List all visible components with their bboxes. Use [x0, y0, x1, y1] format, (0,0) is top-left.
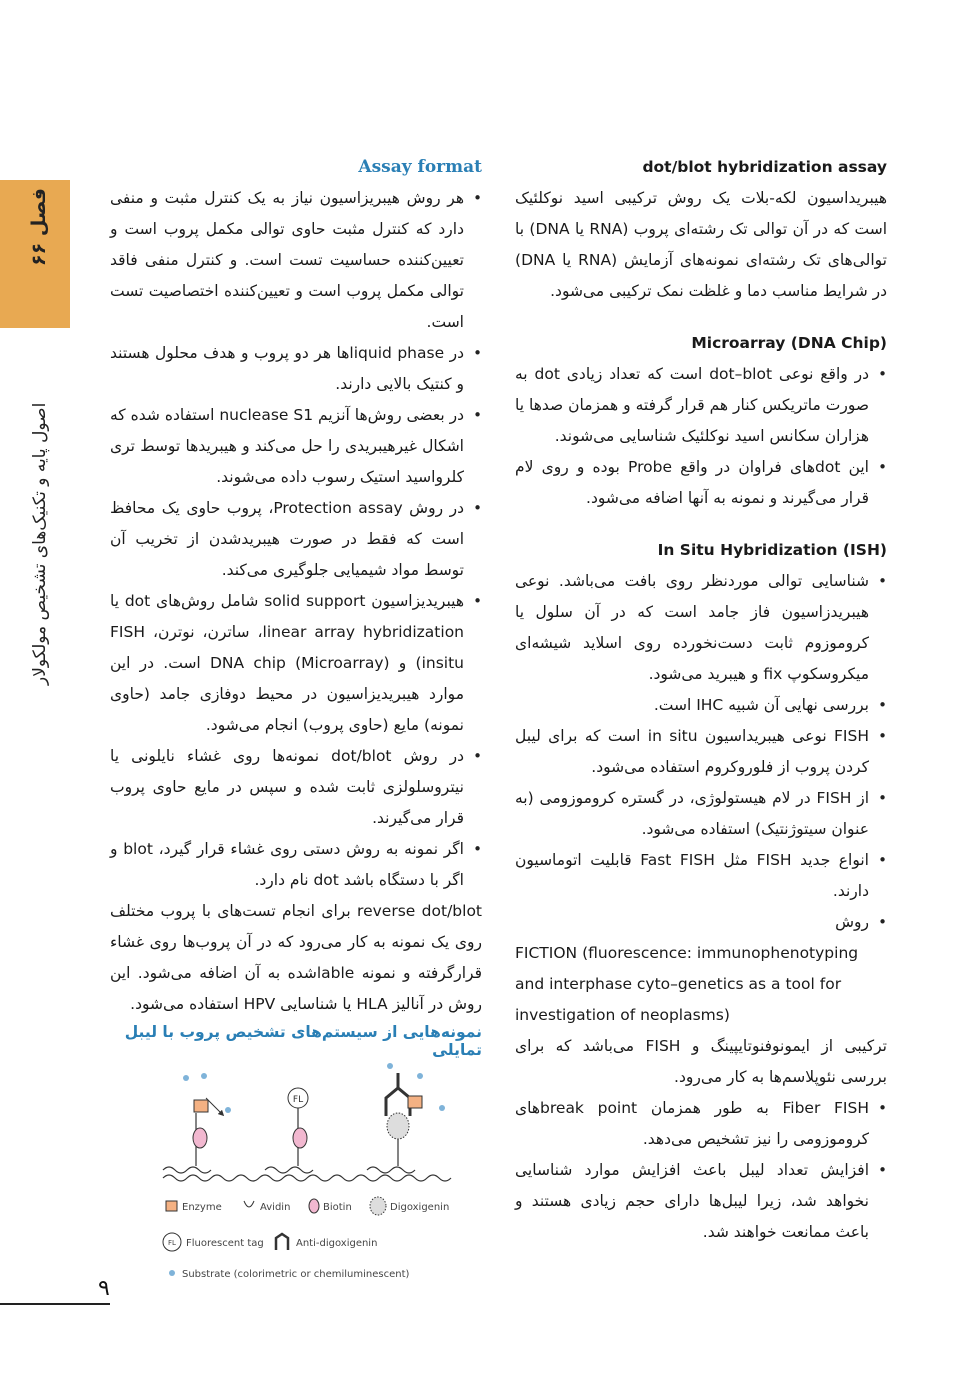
list-item: • در بعضی روش‌ها آنزیم nuclease S1 استفاده شده که اشکال غیرهیبریدی را حل می‌کند و هیبریدها توسط تری کلرواسید استیک رسوب داده می‌شوند. [110, 400, 464, 493]
fiction-english: FICTION (fluorescence: immunophenotyping and interphase cyto–genetics as a tool for investigation of neoplasms) [515, 944, 859, 1024]
ish-list [515, 566, 887, 1031]
probe-fluorescent-icon [288, 1088, 308, 1166]
left-column [110, 152, 482, 1020]
substrate-icon [169, 1270, 175, 1276]
list-item-fiction [515, 907, 869, 1031]
legend-anti-digoxigenin: Anti-digoxigenin [296, 1238, 378, 1249]
section-title-ish: In Situ Hybridization (ISH) [657, 541, 887, 559]
list-item: • بررسی نهایی آن شبیه IHC است. [515, 690, 869, 721]
list-item: • از FISH در لام هیستولوژی، در گستره کروموزومی (به عنوان سیتوژنتیک) استفاده می‌شود. [515, 783, 869, 845]
legend-avidin: Avidin [260, 1202, 291, 1213]
book-title: اصول پایه و تکنیک‌های تشخیص مولکولار [30, 402, 50, 685]
legend-digoxigenin: Digoxigenin [390, 1202, 450, 1213]
dot-blot-paragraph: هیبریداسیون لکه-بلات یک روش ترکیبی اسید نوکلئیک است که در آن توالی تک رشته‌ای پروب (RNA یا DNA) با توالی‌های تک رشته‌ای نمونه‌های آزمایش (RNA یا DNA) در شرایط مناسب دما و غلظت نمک ترکیبی می‌شود. [515, 189, 888, 300]
figure-legend [163, 1197, 449, 1280]
footer-rule [0, 1303, 110, 1305]
list-item: • این dotهای فراوان در واقع Probe بوده و روی لام قرار می‌گیرند و نمونه به آنها اضافه می‌شود. [515, 452, 869, 514]
fl-tag-label: FL [292, 1095, 304, 1105]
biotin-icon [309, 1199, 319, 1213]
list-item: • شناسایی توالی موردنظر روی بافت می‌باشد. نوعی هیبریدزاسیون فاز جامد است که در آن سلول یا کروموزوم ثابت دست‌نخورده روی اسلاید شیشه‌ای میکروسکوپ fix و هیبرید می‌شود. [515, 566, 869, 690]
figure-caption: نمونه‌هایی از سیستم‌های تشخیص پروب با لیبل تمایلی [124, 1023, 482, 1059]
antibody-icon [276, 1234, 288, 1250]
legend-fluorescent-tag: Fluorescent tag [186, 1238, 264, 1249]
right-column [515, 152, 887, 1248]
legend-enzyme: Enzyme [182, 1202, 222, 1213]
section-title-assay-format: Assay format [358, 157, 482, 177]
microarray-list [515, 359, 887, 514]
dna-strands-icon [163, 1167, 451, 1181]
probe-enzyme-icon [183, 1073, 231, 1166]
list-item: • در واقع نوعی dot–blot است که تعداد زیادی dot به صورت ماتریکس کنار هم قرار گرفته و همزمان صدها یا هزاران سکانس اسید نوکلئیک شناسایی می‌شوند. [515, 359, 869, 452]
list-item: • Fiber FISH به طور همزمان break pointهای کروموزومی را نیز تشخیص می‌دهد. [515, 1093, 869, 1155]
section-title-dot-blot: dot/blot hybridization assay [642, 158, 887, 176]
list-item: • در liquid phaseها هر دو پروب و هدف محلول هستند و کنتیک بالایی دارند. [110, 338, 464, 400]
legend-biotin: Biotin [323, 1202, 352, 1213]
avidin-icon [244, 1201, 254, 1207]
list-item: • اگر نمونه به روش دستی روی غشاء قرار گیرد، blot و اگر با دستگاه باشد dot نام دارد. [110, 834, 464, 896]
list-item: • FISH نوعی هیبریداسیون in situ است که برای لیبل کردن پروب از فلوروکروم استفاده می‌شود. [515, 721, 869, 783]
list-item: • هیبریدیزاسیون solid support شامل روش‌های dot یا linear array hybridization، ساترن، نوترن، FISH insitu) و DNA chip (Microarray) است. در این موارد هیبریدیزاسیون در محیط دوفازی جامد (حاوی نمونه) مایع (حاوی پروب) انجام می‌شود. [110, 586, 464, 741]
chapter-label: فصل ۶۶ [28, 188, 50, 266]
list-item: • در روش Protection assay، پروب حاوی یک محافظ است که فقط در صورت هیبریدشدن از تخریب آن توسط مواد شیمیایی جلوگیری می‌کند. [110, 493, 464, 586]
probe-digoxigenin-icon [386, 1063, 445, 1166]
ish-list-continued [515, 1093, 887, 1248]
assay-format-list [110, 183, 482, 896]
page-number: ۹ [98, 1276, 110, 1301]
section-title-microarray: Microarray (DNA Chip) [691, 334, 887, 352]
list-item: • افزایش تعداد لیبل باعث افزایش موارد شناسایی نخواهد شد، زیرا لیبل‌ها دارای حجم زیادی هستند و باعث ممانعت خواهند شد. [515, 1155, 869, 1248]
probe-detection-figure [158, 1058, 458, 1288]
digoxigenin-icon [370, 1197, 386, 1215]
fiction-lead: روش [835, 913, 869, 931]
reverse-dot-blot-paragraph: reverse dot/blot برای انجام تست‌های با پروب مختلف روی یک نمونه به کار می‌رود که در آن پروب‌ها روی غشاء قرارگرفته و نمونه lable‌شده به آن اضافه می‌شود. این روش در آنالیز HLA یا شناسایی HPV استفاده می‌شود. [110, 902, 483, 1013]
legend-substrate: Substrate (colorimetric or chemiluminescent) [182, 1269, 410, 1280]
list-item: • انواع جدید FISH مثل Fast FISH قابلیت اتوماسیون دارند. [515, 845, 869, 907]
fiction-description: ترکیبی از ایمونوفنوتایپینگ و FISH می‌باشد که برای بررسی نئوپلاسم‌ها به کار می‌رود. [515, 1037, 887, 1086]
legend-fl-glyph: FL [168, 1239, 176, 1247]
list-item: • هر روش هیبریزاسیون نیاز به یک کنترل مثبت و منفی دارد که کنترل مثبت حاوی توالی مکمل پروب است و تعیین‌کننده حساسیت تست است. و کنترل منفی فاقد توالی مکمل پروب است و تعیین‌کننده اختصاصیت تست است. [110, 183, 464, 338]
list-item: • در روش dot/blot نمونه‌ها روی غشاء نایلونی یا نیتروسلولزی ثابت شده و سپس در مایع حاوی پروب قرار می‌گیرند. [110, 741, 464, 834]
